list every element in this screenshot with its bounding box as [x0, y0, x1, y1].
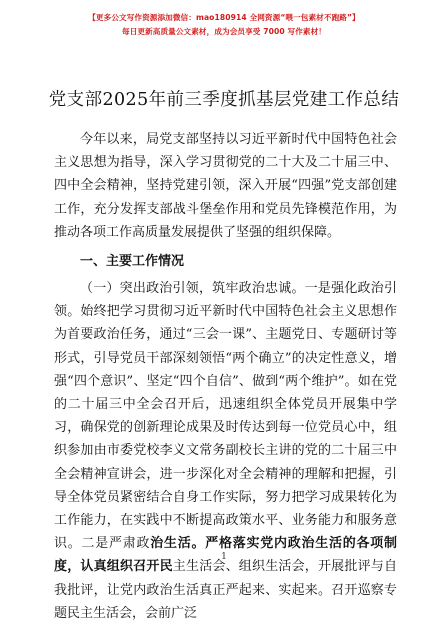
bold-emphasis-text: 治生活。严格落实党内政治生活的各项制度，认真组织召开民 [54, 536, 397, 575]
paragraph-text-end: 主生活会、组织生活会，开展批评与自我批评，让党内政治生活真正严起来、实起来。召开巡察专题民主生活会，会前广泛 [54, 559, 397, 621]
page-number: 1 [221, 552, 227, 562]
document-body [54, 128, 397, 625]
promo-banner-line-2: 每日更新高质量公文素材，成为会员享受 7000 写作素材！ [122, 27, 326, 36]
body-paragraph [54, 277, 397, 625]
promo-banner-line-1: 【更多公文写作资源添加微信：mao180914 全网资源“喂一包素材不跑路”】 [88, 13, 360, 22]
document-title: 党支部2025年前三季度抓基层党建工作总结 [48, 90, 400, 110]
section-heading: 一、主要工作情况 [80, 254, 185, 270]
intro-paragraph: 今年以来，局党支部坚持以习近平新时代中国特色社会主义思想为指导，深入学习贯彻党的二十大及二十届三中、四中全会精神，坚持党建引领，深入开展“四强”党支部创建工作，充分发挥支部战斗堡垒作用和党员先锋模范作用，为推动各项工作高质量发展提供了坚强的组织保障。 [54, 132, 397, 240]
paragraph-text: （一）突出政治引领，筑牢政治忠诚。一是强化政治引领。始终把学习贯彻习近平新时代中国特色社会主义思想作为首要政治任务，通过“三会一课”、主题党日、专题研讨等形式，引导党员干部深刻领悟“两个确立”的决定性意义，增强“四个意识”、坚定“四个自信”、做到“两个维护”。如在党的二十届三中全会召开后，迅速组织全体党员开展集中学习，确保党的创新理论成果及时传达到每一位党员心中，组织参加由市委党校李义文常务副校长主讲的党的二十届三中全会精神宣讲会，进一步深化对全会精神的理解和把握，引导全体党员紧密结合自身工作实际，努力把学习成果转化为工作能力，在实践中不断提高政策水平、业务能力和服务意识。二是严肃政 [54, 281, 397, 552]
